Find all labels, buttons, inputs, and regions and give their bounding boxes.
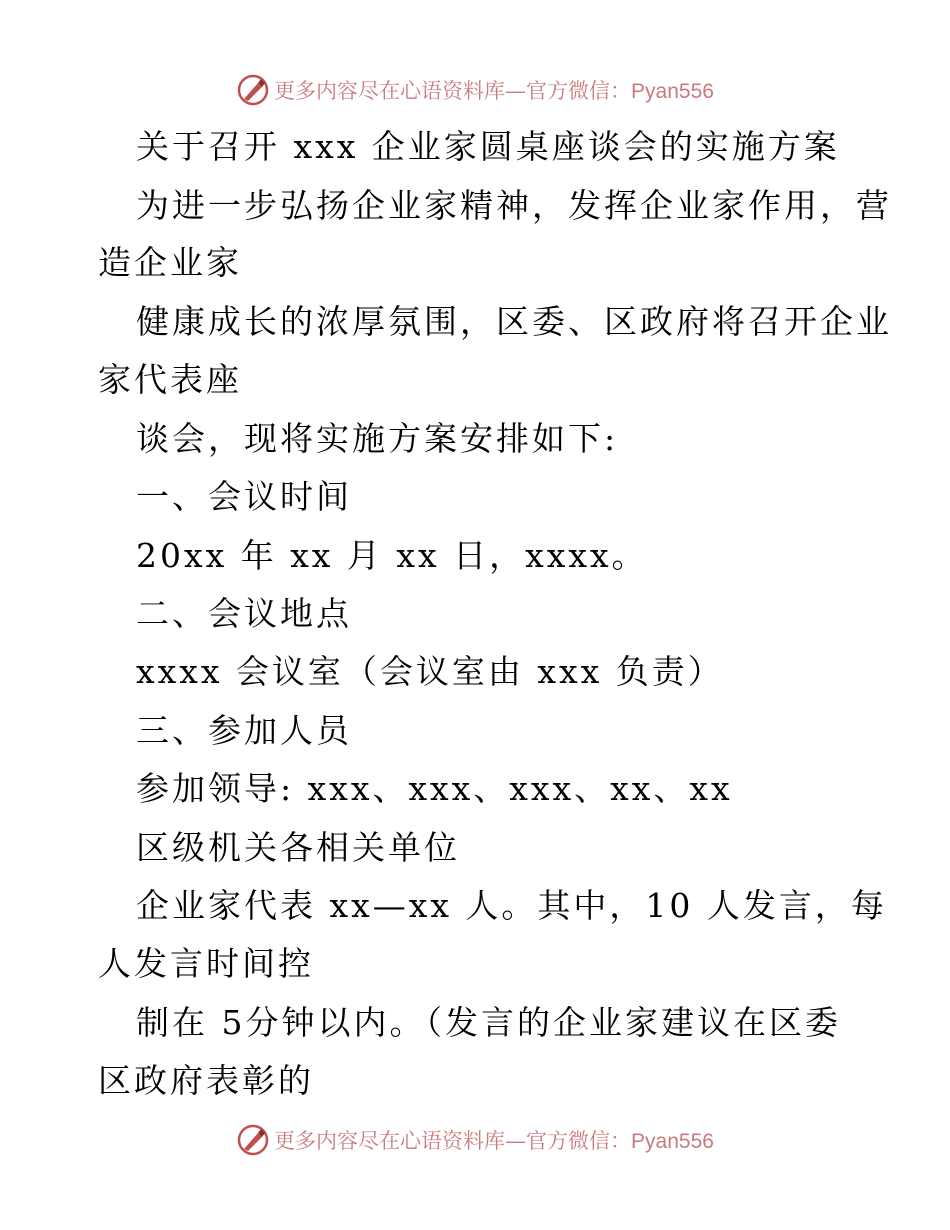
document-title: 关于召开 xxx 企业家圆桌座谈会的实施方案 xyxy=(136,127,840,166)
pen-nib-logo-icon xyxy=(236,1123,270,1157)
banner-text: 更多内容尽在心语资料库—官方微信：Pyan556 xyxy=(274,79,714,103)
paragraph-line: 健康成长的浓厚氛围，区委、区政府将召开企业 xyxy=(136,302,892,341)
paragraph-line: 谈会，现将实施方案安排如下: xyxy=(136,419,619,458)
section-heading: 一、会议时间 xyxy=(136,477,352,516)
section-heading: 三、参加人员 xyxy=(136,711,352,750)
paragraph-line: 为进一步弘扬企业家精神，发挥企业家作用，营 xyxy=(136,186,892,225)
banner-wechat-id: Pyan556 xyxy=(631,80,714,103)
paragraph-line: 区级机关各相关单位 xyxy=(136,828,460,867)
pen-nib-logo-icon xyxy=(236,73,270,107)
paragraph-line: 家代表座 xyxy=(98,360,242,399)
paragraph-line: 造企业家 xyxy=(98,243,242,282)
paragraph-line: 参加领导: xxx、xxx、xxx、xx、xx xyxy=(136,769,733,808)
banner-text: 更多内容尽在心语资料库—官方微信：Pyan556 xyxy=(274,1129,714,1153)
paragraph-line: xxxx 会议室（会议室由 xxx 负责） xyxy=(136,652,724,691)
banner-wechat-id: Pyan556 xyxy=(631,1130,714,1153)
paragraph-line: 20xx 年 xx 月 xx 日，xxxx。 xyxy=(136,536,648,575)
paragraph-line: 人发言时间控 xyxy=(98,944,314,983)
paragraph-line: 制在 5分钟以内。（发言的企业家建议在区委 xyxy=(136,1003,841,1042)
footer-banner xyxy=(0,1120,950,1160)
paragraph-line: 企业家代表 xx—xx 人。其中，10 人发言，每 xyxy=(136,886,887,925)
paragraph-line: 区政府表彰的 xyxy=(98,1061,314,1100)
header-banner xyxy=(0,70,950,110)
section-heading: 二、会议地点 xyxy=(136,594,352,633)
